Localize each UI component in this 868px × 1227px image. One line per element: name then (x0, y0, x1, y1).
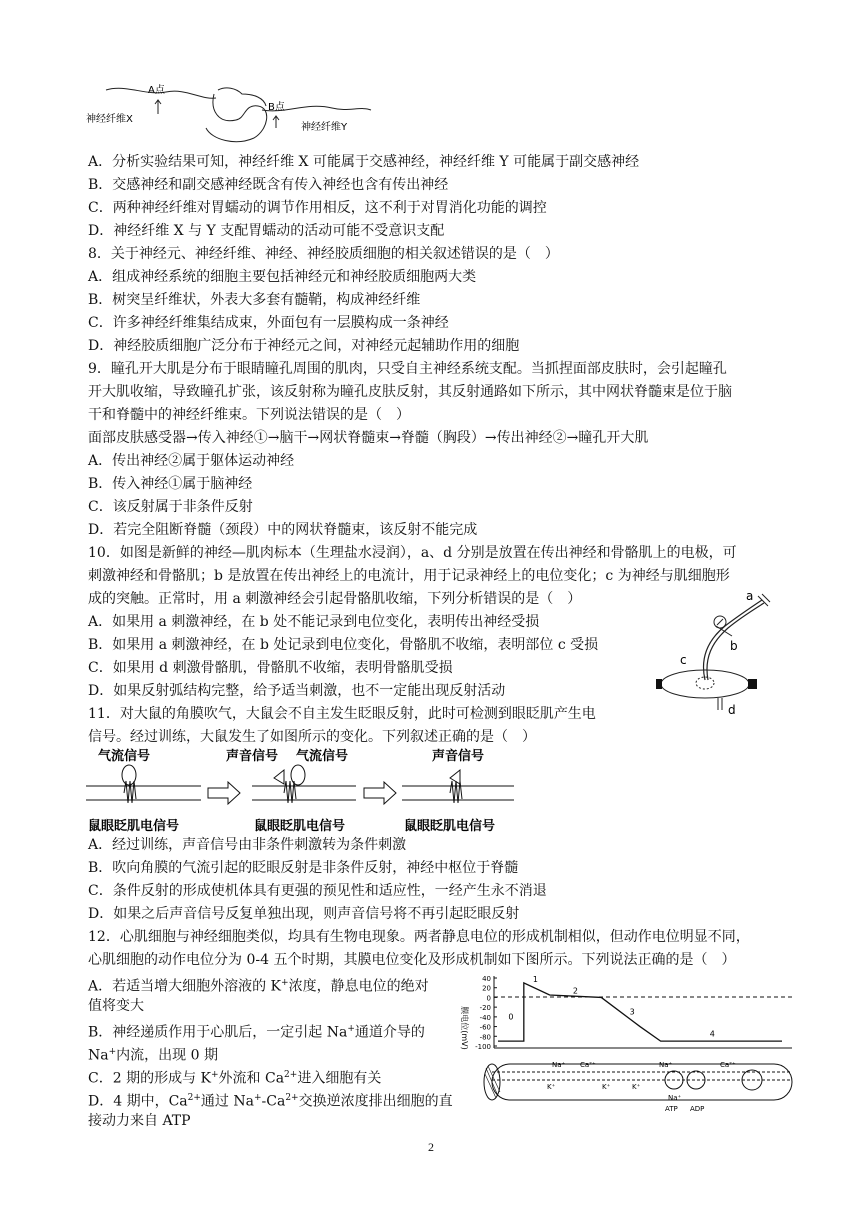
panel1-emg-label: 鼠眼眨肌电信号 (88, 819, 180, 834)
panel3-sound-label: 声音信号 (432, 749, 485, 764)
q9-stem-line-2: 开大肌收缩，导致瞳孔扩张，该反射称为瞳孔皮肤反射，其反射通路如下所示，其中网状脊髓束是位于脑 (88, 384, 732, 400)
y-tick-label: -80 (479, 1033, 491, 1042)
phase-label-2: 2 (572, 986, 578, 996)
q9-option-b: B．传入神经①属于脑神经 (88, 476, 253, 492)
electrode-a-label: a (746, 589, 754, 603)
q9-stem-line-3: 干和脊髓中的神经纤维束。下列说法错误的是（ ） (88, 407, 410, 423)
q10-option-d: D．如果反射弧结构完整，给予适当刺激，也不一定能出现反射活动 (88, 683, 506, 699)
q11-stem-line-1: 11．对大鼠的角膜吹气，大鼠会不自主发生眨眼反射，此时可检测到眼眨肌产生电 (88, 706, 596, 722)
q10-stem-line-3: 成的突触。正常时，用 a 刺激神经会引起骨骼肌收缩，下列分析错误的是（ ） (88, 591, 582, 607)
point-b-label: B点 (268, 102, 285, 113)
q7-option-c: C．两种神经纤维对胃蠕动的调节作用相反，这不利于对胃消化功能的调控 (88, 200, 547, 216)
ion-label: Ca²⁺ (580, 1061, 596, 1069)
nerve-muscle-figure (650, 588, 775, 718)
ion-label: Ca²⁺ (720, 1061, 736, 1069)
q11-stem-line-2: 信号。经过训练，大鼠发生了如图所示的变化。下列叙述正确的是（ ） (88, 729, 536, 745)
q7-option-a: A．分析实验结果可知，神经纤维 X 可能属于交感神经，神经纤维 Y 可能属于副交感神经 (88, 154, 640, 170)
synapse-c-label: c (680, 653, 687, 667)
q12-stem-line-2: 心肌细胞的动作电位分为 0-4 五个时期，其膜电位变化及形成机制如下图所示。下列说法正确的是（ ） (88, 952, 736, 968)
ion-label: Na⁺ (668, 1094, 682, 1102)
q10-stem-line-2: 刺激神经和骨骼肌；b 是放置在传出神经上的电流计，用于记录神经上的电位变化；c 为神经与肌细胞形 (88, 568, 730, 584)
q9-stem-line-1: 9．瞳孔开大肌是分布于眼睛瞳孔周围的肌肉，只受自主神经系统支配。当抓捏面部皮肤时，会引起瞳孔 (88, 361, 727, 377)
y-tick-label: -20 (479, 1004, 491, 1013)
q7-option-b: B．交感神经和副交感神经既含有传入神经也含有传出神经 (88, 177, 449, 193)
ion-label: ADP (690, 1105, 705, 1113)
q8-option-c: C．许多神经纤维集结成束，外面包有一层膜构成一条神经 (88, 315, 449, 331)
q10-option-b: B．如果用 a 刺激神经，在 b 处记录到电位变化，骨骼肌不收缩，表明部位 c 受损 (88, 637, 599, 653)
q8-option-d: D．神经胶质细胞广泛分布于神经元之间，对神经元起辅助作用的细胞 (88, 338, 520, 354)
q12-option-a: A．若适当增大细胞外溶液的 K+浓度，静息电位的绝对 (88, 978, 429, 995)
q8-option-a: A．组成神经系统的细胞主要包括神经元和神经胶质细胞两大类 (88, 269, 477, 285)
action-potential-chart (452, 968, 802, 1118)
fiber-x-label: 神经纤维X (86, 114, 133, 125)
phase-label-3: 3 (629, 1007, 635, 1017)
y-tick-label: -100 (475, 1043, 491, 1051)
ion-label: Na⁺ (552, 1061, 566, 1069)
phase-label-1: 1 (532, 974, 538, 984)
q12-option-d: D．4 期中，$Ca^{2+}$通过 $Na^+-Ca^{2+}$交换逆浓度排出细胞的直 (88, 1093, 453, 1110)
q12-option-b: B．神经递质作用于心肌后，一定引起 Na+通道介导的 (88, 1024, 425, 1041)
panel1-airflow-label: 气流信号 (98, 749, 151, 764)
panel2-airflow-label: 气流信号 (296, 749, 349, 764)
page-number: 2 (428, 1140, 434, 1154)
q9-pathway: 面部皮肤感受器→传入神经①→脑干→网状脊髓束→脊髓（胸段）→传出神经②→瞳孔开大肌 (88, 430, 649, 446)
panel2-emg-label: 鼠眼眨肌电信号 (254, 819, 346, 834)
cell-membrane (492, 1064, 792, 1100)
y-tick-label: 40 (482, 975, 491, 983)
point-a-label: A点 (148, 85, 165, 96)
q9-option-c: C．该反射属于非条件反射 (88, 499, 253, 515)
ion-label: ATP (665, 1105, 678, 1113)
q8-stem: 8．关于神经元、神经纤维、神经、神经胶质细胞的相关叙述错误的是（ ） (88, 246, 559, 262)
q10-option-c: C．如果用 d 刺激骨骼肌，骨骼肌不收缩，表明骨骼肌受损 (88, 660, 453, 676)
q11-option-a: A．经过训练，声音信号由非条件刺激转为条件刺激 (88, 837, 407, 853)
ion-label: K⁺ (602, 1083, 611, 1091)
q12-option-a-cont: 值将变大 (88, 998, 144, 1014)
q11-option-c: C．条件反射的形成使机体具有更强的预见性和适应性，一经产生永不消退 (88, 883, 547, 899)
y-tick-label: 20 (482, 984, 491, 993)
q10-stem-line-1: 10．如图是新鲜的神经—肌肉标本（生理盐水浸润），a、d 分别是放置在传出神经和骨骼肌上的电极，可 (88, 545, 737, 561)
q12-option-d-cont: 接动力来自 ATP (88, 1113, 191, 1129)
q8-option-b: B．树突呈纤维状，外表大多套有髓鞘，构成神经纤维 (88, 292, 421, 308)
q9-option-a: A．传出神经②属于躯体运动神经 (88, 453, 295, 469)
electrode-d-label: d (728, 703, 736, 717)
action-potential-line (498, 983, 782, 1041)
q10-option-a: A．如果用 a 刺激神经，在 b 处不能记录到电位变化，表明传出神经受损 (88, 614, 540, 630)
q12-option-b-cont: Na+内流，出现 0 期 (88, 1047, 218, 1064)
ion-label: K⁺ (632, 1083, 641, 1091)
q11-option-b: B．吹向角膜的气流引起的眨眼反射是非条件反射，神经中枢位于脊髓 (88, 860, 519, 876)
q12-stem-line-1: 12．心肌细胞与神经细胞类似，均具有生物电现象。两者静息电位的形成机制相似，但动作电位明显不同， (88, 929, 750, 945)
q7-option-d: D．神经纤维 X 与 Y 支配胃蠕动的活动可能不受意识支配 (88, 223, 445, 239)
q11-option-d: D．如果之后声音信号反复单独出现，则声音信号将不再引起眨眼反射 (88, 906, 520, 922)
q9-option-d: D．若完全阻断脊髓（颈段）中的网状脊髓束，该反射不能完成 (88, 522, 478, 538)
y-axis-title: 膜电位(mV) (460, 1006, 469, 1050)
q12-option-c: C．2 期的形成与 K+外流和 $Ca^{2+}$进入细胞有关 (88, 1070, 382, 1087)
y-tick-label: -60 (479, 1023, 491, 1032)
ion-label: K⁺ (547, 1083, 556, 1091)
phase-label-0: 0 (508, 1012, 514, 1022)
conditioning-figure (86, 748, 516, 838)
panel2-sound-label: 声音信号 (226, 749, 279, 764)
y-tick-label: -40 (479, 1013, 491, 1022)
phase-label-4: 4 (709, 1029, 715, 1039)
y-tick-label: 0 (486, 994, 491, 1003)
fiber-y-label: 神经纤维Y (301, 122, 348, 133)
panel3-emg-label: 鼠眼眨肌电信号 (404, 819, 496, 834)
ion-label: Na⁺ (659, 1061, 673, 1069)
nerve-stomach-figure (86, 80, 376, 150)
galvanometer-b-label: b (730, 639, 738, 653)
